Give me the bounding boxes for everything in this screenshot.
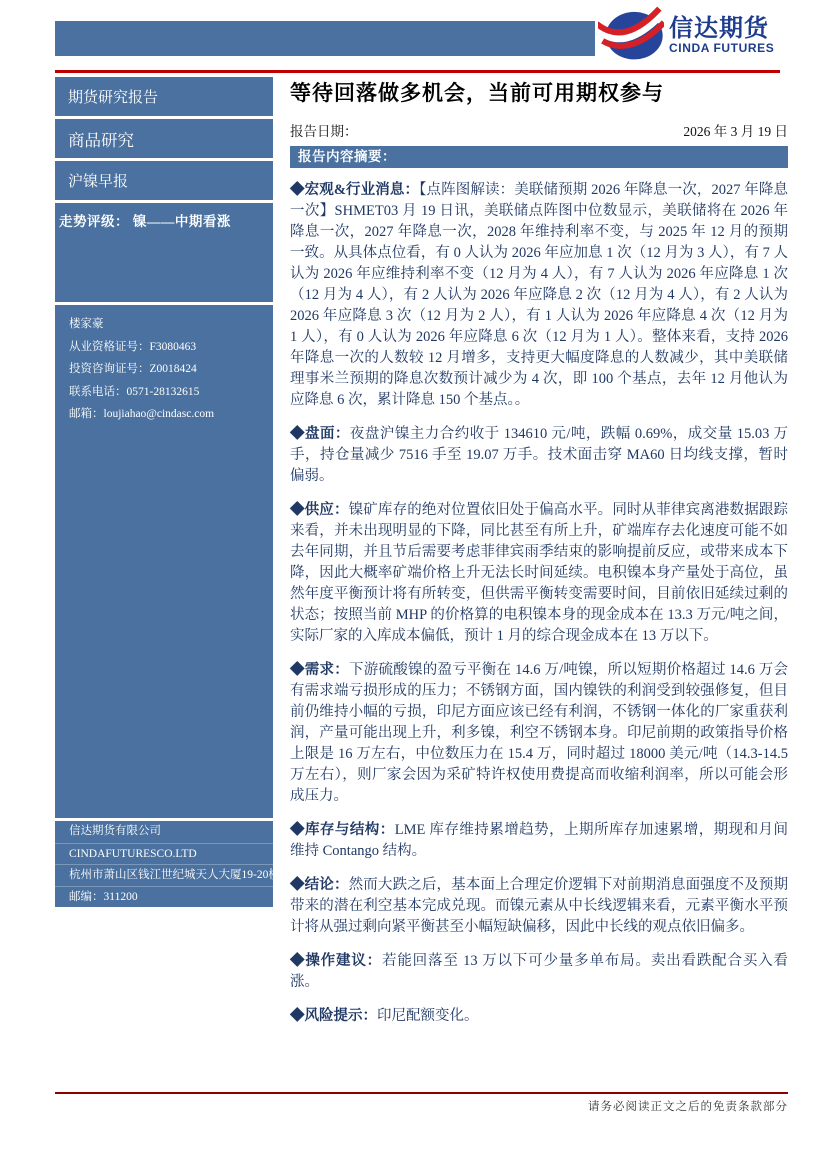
report-date-label: 报告日期：: [290, 124, 358, 139]
sidebar: [55, 77, 280, 907]
summary-section: [290, 951, 788, 993]
section-body: 然而大跌之后，基本面上合理定价逻辑下对前期消息面强度不及预期带来的潜在利空基本完成兑现。而镍元素从中长线逻辑来看，元素平衡水平预计将从强过剩向紧平衡甚至小幅短缺偏移，因此中长线的观点依旧偏多。: [290, 877, 789, 935]
sidebar-item-list: [55, 77, 273, 200]
sidebar-item: [55, 77, 273, 116]
trend-rating-text: 走势评级： 镍——中期看涨: [59, 214, 231, 229]
summary-section: [290, 424, 788, 487]
report-date-value: 2026 年 3 月 19 日: [683, 124, 788, 139]
footer-divider: [55, 1092, 788, 1094]
section-heading: ◆盘面：: [290, 426, 350, 442]
summary-section: [290, 875, 788, 938]
brand-name-cn: 信达期货: [669, 14, 769, 42]
section-heading: ◆结论：: [290, 877, 349, 893]
cinda-swoosh-icon: [598, 6, 664, 64]
analyst-info-line: 从业资格证号：F3080463: [69, 340, 197, 353]
section-body: 下游硫酸镍的盈亏平衡在 14.6 万/吨镍，所以短期价格超过 14.6 万会有需求端亏损形成的压力；不锈钢方面，国内镍铁的利润受到较强修复，但目前仍维持小幅的亏损，印尼方面应该已经有利润，不锈钢一体化的厂家重获利润，产量可能出现上升，利多镍，利空不锈钢本身。印尼前期的政策指导价格上限是 16 万左右，中位数压力在 15.4 万，同时超过 18000 美元/吨（14.3-14.5 万左右），则厂家会因为采矿特许权使用费提高而收缩利润率，所以可能会形成压力。: [290, 662, 788, 804]
company-info-line: CINDAFUTURESCO.LTD: [55, 843, 273, 865]
summary-section: [290, 1006, 788, 1027]
section-heading: ◆操作建议：: [290, 953, 383, 969]
section-heading: ◆宏观&行业消息：: [290, 182, 420, 198]
section-heading: ◆需求：: [290, 662, 349, 678]
sidebar-item-label: 沪镍早报: [68, 174, 129, 190]
header-bar: [55, 21, 595, 56]
analyst-info-box: [55, 305, 273, 818]
section-body: 【点阵图解读：美联储预期 2026 年降息一次，2027 年降息一次】SHMET03 月 19 日讯，美联储点阵图中位数显示，美联储将在 2026 年降息一次，2027 年降息一次，2028 年维持利率不变，与 2025 年 12 月的预期一致。从具体点位看，有 0 人认为 2026 年应加息 1 次（12 月为 3 人），有 7 人认为 2026 年应维持利率不变（12 月为 4 人），有 7 人认为 2026 年应降息 1 次（12 月为 4 人），有 2 人认为 2026 年应降息 2 次（12 月为 4 人），有 2 人认为 2026 年应降息 3 次（12 月为 2 人），有 1 人认为 2026 年应降息 4 次（12 月为 1 人），有 0 人认为 2026 年应降息 6 次（12 月为 1 人）。整体来看，支持 2026 年降息一次的人数较 12 月增多，支持更大幅度降息的人数减少，其中美联储理事米兰预期的降息次数预计减少为 4 次，即 100 个基点，去年 12 月他认为应降息 6 次，累计降息 150 个基点。。: [290, 182, 789, 408]
company-info-line: 杭州市萧山区钱江世纪城天人大厦19-20楼: [55, 864, 273, 886]
analyst-info-line: 联系电话：0571-28132615: [69, 385, 200, 398]
section-heading: ◆供应：: [290, 502, 349, 518]
summary-section: [290, 820, 788, 862]
report-body: [290, 80, 788, 1040]
company-info-line: 信达期货有限公司: [69, 825, 161, 837]
company-info-box: [55, 821, 280, 907]
report-title: 等待回落做多机会，当前可用期权参与: [290, 82, 664, 105]
section-body: 印尼配额变化。: [377, 1008, 479, 1024]
analyst-info-line: 楼家豪: [69, 318, 104, 330]
summary-sections: [290, 180, 788, 1027]
company-info-line: 邮编：311200: [55, 886, 273, 908]
brand-name-en: CINDA FUTURES: [669, 40, 775, 55]
section-body: LME 库存维持累增趋势，上期所库存加速累增，期现和月间维持 Contango 结构。: [290, 822, 789, 859]
summary-section: [290, 660, 788, 807]
report-date-row: [290, 123, 788, 141]
summary-section: [290, 180, 788, 411]
section-heading: ◆库存与结构：: [290, 822, 395, 838]
sidebar-item-label: 商品研究: [68, 130, 134, 150]
analyst-info-line: 邮箱：loujiahao@cindasc.com: [69, 408, 215, 420]
sidebar-item-label: 期货研究报告: [68, 90, 159, 106]
sidebar-item: [55, 119, 273, 158]
header-divider: [55, 70, 780, 73]
analyst-info-line: 投资咨询证号：Z0018424: [69, 363, 197, 375]
section-body: 镍矿库存的绝对位置依旧处于偏高水平。同时从菲律宾离港数据跟踪来看，并未出现明显的下降，同比甚至有所上升，矿端库存去化速度可能不如去年同期，并且节后需要考虑菲律宾雨季结束的影响提前反应，或带来成本下降，因此大概率矿端价格上升无法长时间延续。电积镍本身产量处于高位，虽然年度平衡预计将有所转变，但供需平衡转变需要时间，目前依旧延续过剩的状态；按照当前 MHP 的价格算的电积镍本身的现金成本在 13.3 万元/吨之间，实际厂家的入库成本偏低，预计 1 月的综合现金成本在 13 万以下。: [290, 502, 789, 644]
trend-rating-box: [55, 203, 273, 302]
summary-header-bar: 报告内容摘要：: [290, 146, 788, 168]
sidebar-item: [55, 161, 273, 200]
brand-logo: [598, 4, 794, 66]
brand-logo-text: [669, 16, 774, 55]
section-body: 若能回落至 13 万以下可少量多单布局。卖出看跌配合买入看涨。: [290, 953, 788, 990]
section-heading: ◆风险提示：: [290, 1008, 377, 1024]
summary-section: [290, 500, 788, 647]
section-body: 夜盘沪镍主力合约收于 134610 元/吨，跌幅 0.69%，成交量 15.03 万手，持仓量减少 7516 手至 19.07 万手。技术面击穿 MA60 日均线支撑，暂时偏弱。: [290, 426, 789, 484]
disclaimer-note: 请务必阅读正文之后的免责条款部分: [588, 1101, 788, 1113]
